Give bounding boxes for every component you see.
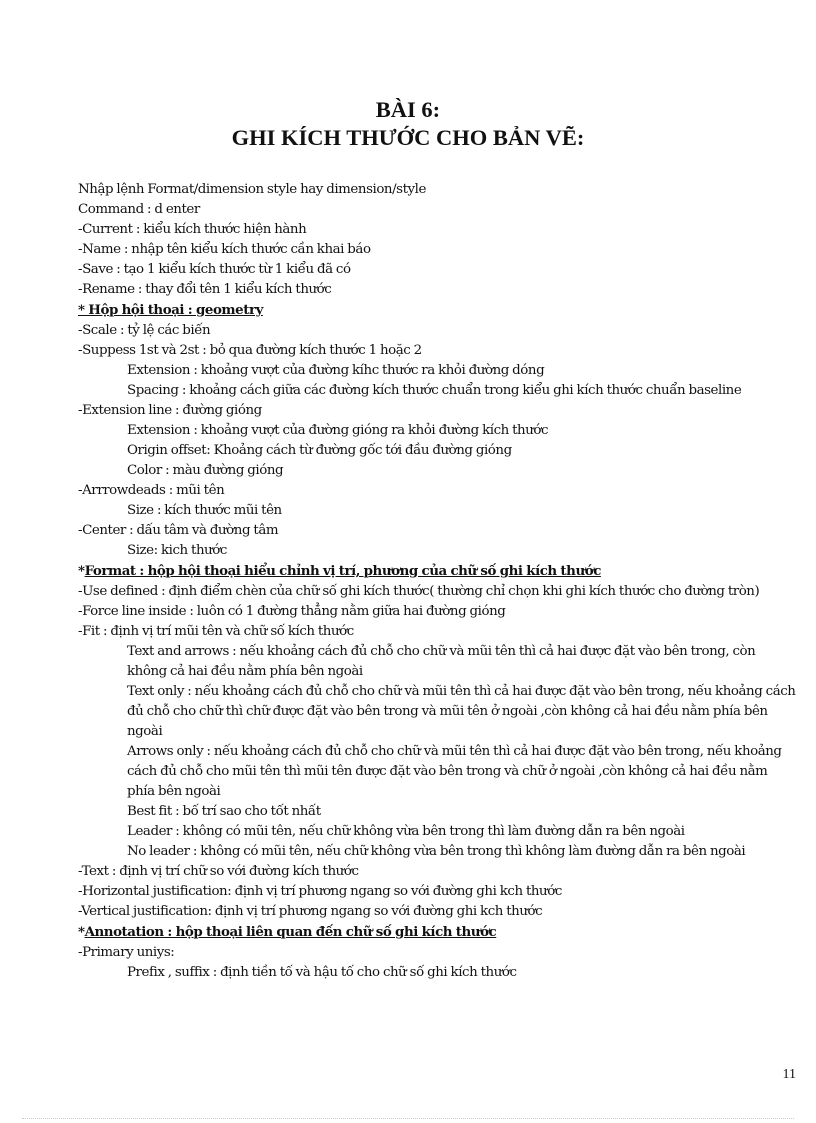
text-line: -Center : dấu tâm và đường tâm (78, 523, 279, 538)
text-line: -Force line inside : luôn có 1 đường thẳng nằm giữa hai đường gióng (78, 604, 506, 619)
text-line: Size: kich thước (127, 543, 227, 558)
section-heading: Annotation : hộp thoại liên quan đến chữ số ghi kích thước (84, 924, 497, 940)
text-line: Color : màu đường gióng (127, 463, 284, 478)
document-title (0, 96, 816, 152)
section-heading: Format : hộp hội thoại hiểu chỉnh vị trí, phương của chữ số ghi kích thước (84, 563, 601, 579)
text-line: Best fit : bố trí sao cho tốt nhất (127, 804, 321, 819)
text-line: -Fit : định vị trí mũi tên và chữ số kích thước (78, 624, 354, 639)
text-line (78, 300, 798, 321)
text-line: Prefix , suffix : định tiền tố và hậu tố cho chữ số ghi kích thước (127, 965, 517, 980)
text-line: -Horizontal justification: định vị trí phương ngang so với đường ghi kch thước (78, 884, 562, 899)
text-line: Size : kích thước mũi tên (127, 503, 282, 518)
footer-divider (22, 1118, 794, 1119)
text-line: Text and arrows : nếu khoảng cách đủ chỗ cho chữ và mũi tên thì cả hai được đặt vào bên trong, còn không cả hai đều nằm phía bên ngoài (127, 644, 756, 679)
text-line: Extension : khoảng vượt của đường gióng ra khỏi đường kích thước (127, 423, 549, 438)
text-line: -Vertical justification: định vị trí phương ngang so với đường ghi kch thước (78, 904, 543, 919)
text-line: -Scale : tỷ lệ các biến (78, 323, 211, 338)
text-line: Spacing : khoảng cách giữa các đường kích thước chuẩn trong kiểu ghi kích thước chuẩn baseline (127, 383, 742, 398)
text-line: -Rename : thay đổi tên 1 kiểu kích thước (78, 282, 332, 297)
text-line: Leader : không có mũi tên, nếu chữ không vừa bên trong thì làm đường dẫn ra bên ngoài (127, 824, 685, 839)
text-line: -Primary uniys: (78, 945, 175, 960)
text-line: -Extension line : đường gióng (78, 403, 262, 418)
text-line: -Suppess 1st và 2st : bỏ qua đường kích thước 1 hoặc 2 (78, 343, 422, 358)
title-line-1: BÀI 6: (375, 97, 441, 122)
text-line: No leader : không có mũi tên, nếu chữ không vừa bên trong thì không làm đường dẫn ra bên ngoài (127, 844, 746, 859)
text-line: Extension : khoảng vượt của đường kíhc thước ra khỏi đường dóng (127, 363, 545, 378)
text-line: -Current : kiểu kích thước hiện hành (78, 222, 307, 237)
text-line: -Text : định vị trí chữ so với đường kích thước (78, 864, 359, 879)
title-line-2: GHI KÍCH THƯỚC CHO BẢN VẼ: (231, 125, 585, 150)
heading-star: * (78, 563, 85, 579)
text-line: -Use defined : định điểm chèn của chữ số ghi kích thước( thường chỉ chọn khi ghi kích thước cho đường tròn) (78, 584, 760, 599)
section-heading: * Hộp hội thoại : geometry (78, 302, 263, 318)
text-line: -Arrrowdeads : mũi tên (78, 483, 225, 498)
heading-star: * (78, 924, 85, 940)
text-line: Text only : nếu khoảng cách đủ chỗ cho chữ và mũi tên thì cả hai được đặt vào bên trong, nếu khoảng cách đủ chỗ cho chữ thì chữ được đặt vào bên trong và mũi tên ở ngoài ,còn không cả hai đều nằm phía bên ngoài (127, 684, 796, 739)
text-line: -Save : tạo 1 kiểu kích thước từ 1 kiểu đã có (78, 262, 351, 277)
text-line: Nhập lệnh Format/dimension style hay dimension/style (78, 182, 426, 197)
text-line: Origin offset: Khoảng cách từ đường gốc tới đầu đường gióng (127, 443, 512, 458)
page-number: 11 (782, 1067, 796, 1082)
text-line (78, 561, 798, 582)
text-line: -Name : nhập tên kiểu kích thước cần khai báo (78, 242, 371, 257)
text-line (78, 922, 798, 943)
text-line: Arrows only : nếu khoảng cách đủ chỗ cho chữ và mũi tên thì cả hai được đặt vào bên trong, nếu khoảng cách đủ chỗ cho mũi tên thì mũi tên được đặt vào bên trong và chữ ở ngoài ,còn không cả hai đều nằm phía bên ngoài (127, 744, 782, 799)
document-body (78, 180, 798, 983)
text-line: Command : d enter (78, 202, 200, 217)
